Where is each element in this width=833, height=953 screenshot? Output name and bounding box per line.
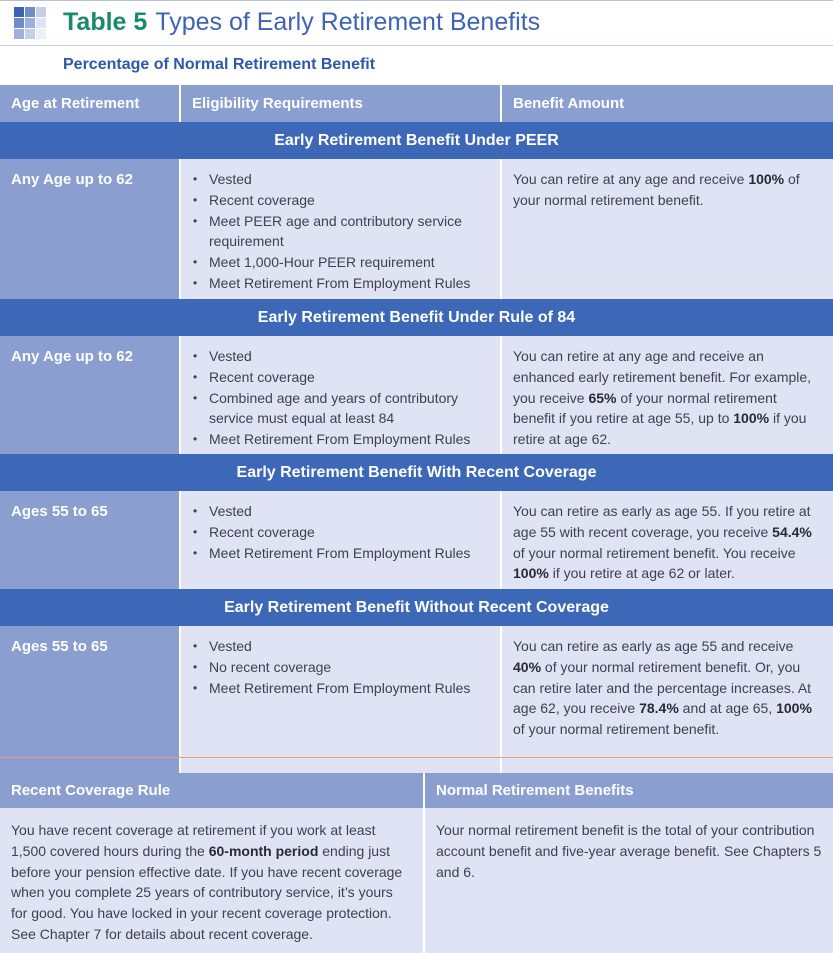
section-title: Early Retirement Benefit Without Recent Coverage: [0, 589, 833, 626]
eligibility-cell: [179, 336, 500, 456]
requirement-item: • Recent coverage: [191, 190, 490, 211]
section-title: Early Retirement Benefit Under PEER: [0, 122, 833, 159]
requirement-item: • Meet Retirement From Employment Rules: [191, 273, 490, 294]
table-row: [0, 491, 833, 589]
recent-coverage-rule-box: [0, 773, 423, 953]
age-cell: Any Age up to 62: [0, 159, 179, 299]
requirement-item: • Vested: [191, 346, 490, 367]
age-cell: Ages 55 to 65: [0, 491, 179, 589]
table-title: Types of Early Retirement Benefits: [155, 8, 541, 36]
eligibility-cell: [179, 159, 500, 299]
requirement-item: • No recent coverage: [191, 657, 490, 678]
footer-notes: [0, 773, 833, 953]
requirement-item: • Meet PEER age and contributory service requirement: [191, 211, 490, 253]
table-subtitle: Percentage of Normal Retirement Benefit: [63, 56, 376, 73]
requirement-item: • Meet Retirement From Employment Rules: [191, 678, 490, 699]
section-divider: [0, 757, 833, 758]
title-bar: [0, 1, 833, 46]
section-title: Early Retirement Benefit Under Rule of 84: [0, 299, 833, 336]
requirement-item: • Vested: [191, 636, 490, 657]
column-header-age: Age at Retirement: [11, 95, 140, 112]
requirements-list: [191, 346, 490, 450]
requirement-item: • Recent coverage: [191, 522, 490, 543]
column-header-eligibility: Eligibility Requirements: [179, 85, 500, 122]
grid-logo-icon: [14, 7, 46, 39]
age-cell: Any Age up to 62: [0, 336, 179, 456]
column-header-benefit: Benefit Amount: [500, 85, 833, 122]
normal-retirement-benefits-body: Your normal retirement benefit is the total of your contribution account benefit and five-year average benefit. See Chapters 5 and 6.: [436, 822, 822, 880]
eligibility-cell: [179, 491, 500, 589]
age-cell: Ages 55 to 65: [0, 626, 179, 780]
benefit-cell: You can retire as early as age 55 and receive 40% of your normal retirement benefit. Or, you can retire later and the percentage increases. At age 62, you receive 78.4% and at age 65, 100% of your normal retirement benefit.: [500, 626, 833, 780]
requirement-item: • Combined age and years of contributory service must equal at least 84: [191, 388, 490, 430]
normal-retirement-benefits-title: Normal Retirement Benefits: [425, 773, 833, 808]
requirement-item: • Vested: [191, 169, 490, 190]
table-row: [0, 159, 833, 299]
requirement-item: • Recent coverage: [191, 367, 490, 388]
normal-retirement-benefits-box: [423, 773, 833, 953]
requirements-list: [191, 501, 490, 563]
recent-coverage-rule-title: Recent Coverage Rule: [0, 773, 423, 808]
requirement-item: • Meet Retirement From Employment Rules: [191, 543, 490, 564]
section-title: Early Retirement Benefit With Recent Coverage: [0, 454, 833, 491]
requirements-list: [191, 636, 490, 698]
requirement-item: • Meet Retirement From Employment Rules: [191, 429, 490, 450]
column-header-row: [0, 85, 833, 122]
table-number: Table 5: [63, 8, 148, 36]
requirements-list: [191, 169, 490, 294]
benefit-cell: You can retire as early as age 55. If you retire at age 55 with recent coverage, you receive 54.4% of your normal retirement benefit. You receive 100% if you retire at age 62 or later.: [500, 491, 833, 589]
page-title: [63, 8, 540, 37]
benefit-cell: You can retire at any age and receive 100% of your normal retirement benefit.: [500, 159, 833, 299]
requirement-item: • Vested: [191, 501, 490, 522]
table-row: [0, 336, 833, 456]
requirement-item: • Meet 1,000-Hour PEER requirement: [191, 252, 490, 273]
recent-coverage-rule-body: You have recent coverage at retirement if you work at least 1,500 covered hours during the 60-month period ending just before your pension effective date. If you have recent coverage when you complete 25 years of contributory service, it’s yours for good. You have locked in your recent coverage protection. See Chapter 7 for details about recent coverage.: [11, 822, 403, 942]
benefit-cell: You can retire at any age and receive an enhanced early retirement benefit. For example, you receive 65% of your normal retirement benefit if you retire at age 55, up to 100% if you retire at age 62.: [500, 336, 833, 456]
